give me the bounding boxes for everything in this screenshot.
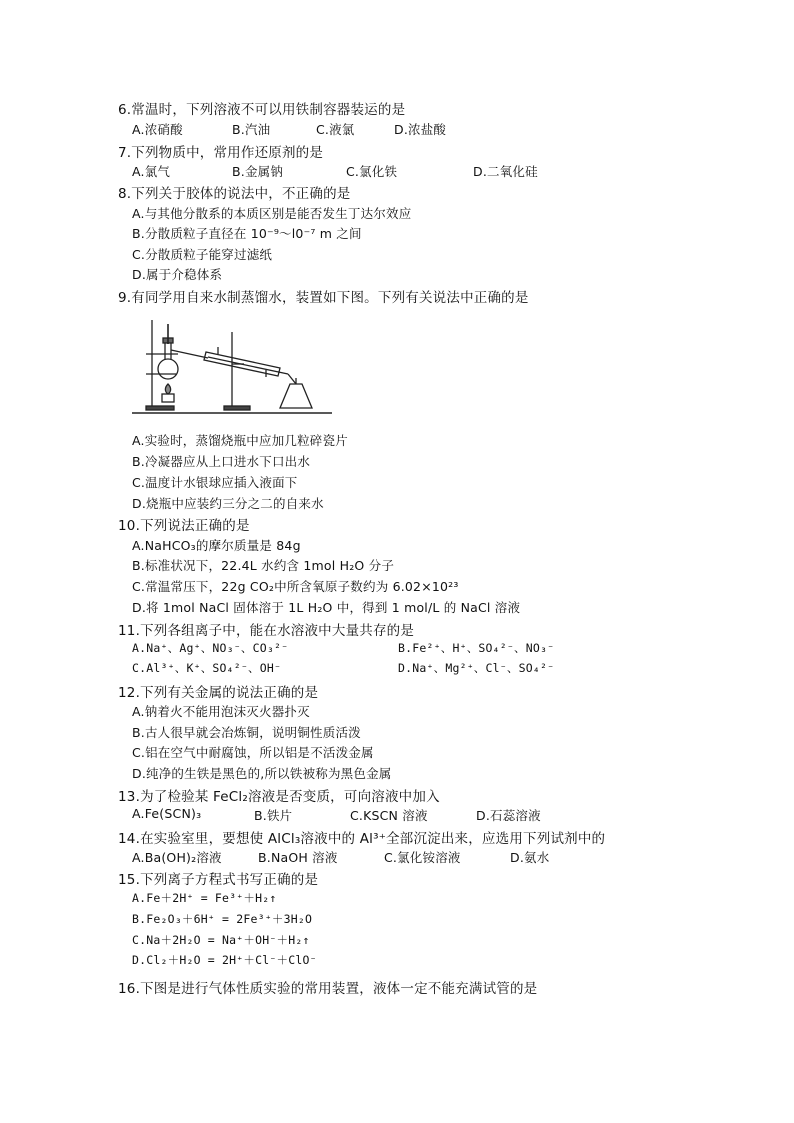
question-9-stem: 9.有同学用自来水制蒸馏水，装置如下图。下列有关说法中正确的是 xyxy=(118,290,529,306)
question-7-stem: 7.下列物质中，常用作还原剂的是 xyxy=(118,145,324,161)
conical-flask xyxy=(280,384,312,408)
question-6-option-b: B.汽油 xyxy=(232,122,271,137)
question-11-stem: 11.下列各组离子中，能在水溶液中大量共存的是 xyxy=(118,623,415,639)
question-16-stem: 16.下图是进行气体性质实验的常用装置，液体一定不能充满试管的是 xyxy=(118,981,538,997)
question-6-option-c: C.液氯 xyxy=(316,122,355,137)
question-8-option-a: A.与其他分散系的本质区别是能否发生丁达尔效应 xyxy=(132,206,412,221)
question-6-option-a: A.浓硝酸 xyxy=(132,122,183,137)
question-7-option-b: B.金属钠 xyxy=(232,164,284,179)
question-15-option-c: C.Na＋2H₂O = Na⁺＋OH⁻＋H₂↑ xyxy=(132,933,310,947)
question-9-option-d: D.烧瓶中应装约三分之二的自来水 xyxy=(132,496,324,511)
distillation-flask xyxy=(158,359,178,379)
question-11-option-c: C.Al³⁺、K⁺、SO₄²⁻、OH⁻ xyxy=(132,661,282,675)
question-11-option-d: D.Na⁺、Mg²⁺、Cl⁻、SO₄²⁻ xyxy=(398,661,555,675)
question-7-option-c: C.氯化铁 xyxy=(346,164,398,179)
question-14-stem: 14.在实验室里，要想使 AlCl₃溶液中的 Al³⁺全部沉淀出来，应选用下列试剂中的 xyxy=(118,831,606,847)
question-8-option-d: D.属于介稳体系 xyxy=(132,267,223,282)
question-12-option-d: D.纯净的生铁是黑色的,所以铁被称为黑色金属 xyxy=(132,766,392,781)
question-15-option-b: B.Fe₂O₃＋6H⁺ = 2Fe³⁺＋3H₂O xyxy=(132,912,313,926)
question-12-option-c: C.铝在空气中耐腐蚀，所以铝是不活泼金属 xyxy=(132,745,374,760)
question-9-option-b: B.冷凝器应从上口进水下口出水 xyxy=(132,454,311,469)
question-6-option-d: D.浓盐酸 xyxy=(394,122,447,137)
question-10-option-a: A.NaHCO₃的摩尔质量是 84g xyxy=(132,538,301,553)
alcohol-lamp xyxy=(162,394,174,402)
flame xyxy=(165,384,170,394)
question-9-option-c: C.温度计水银球应插入液面下 xyxy=(132,475,298,490)
question-10-stem: 10.下列说法正确的是 xyxy=(118,518,250,534)
question-9-option-a: A.实验时，蒸馏烧瓶中应加几粒碎瓷片 xyxy=(132,433,348,448)
iron-stand-base-right xyxy=(224,406,250,410)
question-11-option-b: B.Fe²⁺、H⁺、SO₄²⁻、NO₃⁻ xyxy=(398,641,555,655)
question-12-option-b: B.古人很早就会冶炼铜，说明铜性质活泼 xyxy=(132,725,361,740)
question-14-option-b: B.NaOH 溶液 xyxy=(258,850,338,865)
question-8-option-b: B.分散质粒子直径在 10⁻⁹～l0⁻⁷ m 之间 xyxy=(132,226,362,241)
question-13-option-a: A.Fe(SCN)₃ xyxy=(132,806,202,821)
question-15-option-a: A.Fe＋2H⁺ = Fe³⁺＋H₂↑ xyxy=(132,891,277,905)
adapter xyxy=(288,374,296,384)
question-10-option-c: C.常温常压下，22g CO₂中所含氧原子数约为 6.02×10²³ xyxy=(132,579,459,594)
question-6-stem: 6.常温时，下列溶液不可以用铁制容器装运的是 xyxy=(118,102,406,118)
question-13-option-d: D.石蕊溶液 xyxy=(476,808,541,823)
question-15-stem: 15.下列离子方程式书写正确的是 xyxy=(118,872,319,888)
question-10-option-d: D.将 1mol NaCl 固体溶于 1L H₂O 中，得到 1 mol/L 的 NaCl 溶液 xyxy=(132,600,521,615)
question-12-option-a: A.钠着火不能用泡沫灭火器扑灭 xyxy=(132,704,310,719)
question-14-option-d: D.氨水 xyxy=(510,850,550,865)
question-7-option-d: D.二氧化硅 xyxy=(473,164,538,179)
question-15-option-d: D.Cl₂＋H₂O = 2H⁺＋Cl⁻＋ClO⁻ xyxy=(132,953,317,967)
iron-stand-base-left xyxy=(146,406,174,410)
question-8-option-c: C.分散质粒子能穿过滤纸 xyxy=(132,247,273,262)
question-14-option-c: C.氯化铵溶液 xyxy=(384,850,461,865)
question-13-option-c: C.KSCN 溶液 xyxy=(350,808,428,823)
question-8-stem: 8.下列关于胶体的说法中，不正确的是 xyxy=(118,186,351,202)
question-12-stem: 12.下列有关金属的说法正确的是 xyxy=(118,685,319,701)
question-14-option-a: A.Ba(OH)₂溶液 xyxy=(132,850,222,865)
question-7-option-a: A.氯气 xyxy=(132,164,171,179)
question-10-option-b: B.标准状况下，22.4L 水约含 1mol H₂O 分子 xyxy=(132,558,395,573)
question-13-option-b: B.铁片 xyxy=(254,808,293,823)
distillation-apparatus-diagram xyxy=(132,314,332,418)
question-11-option-a: A.Na⁺、Ag⁺、NO₃⁻、CO₃²⁻ xyxy=(132,641,289,655)
question-13-stem: 13.为了检验某 FeCl₂溶液是否变质，可向溶液中加入 xyxy=(118,789,440,805)
